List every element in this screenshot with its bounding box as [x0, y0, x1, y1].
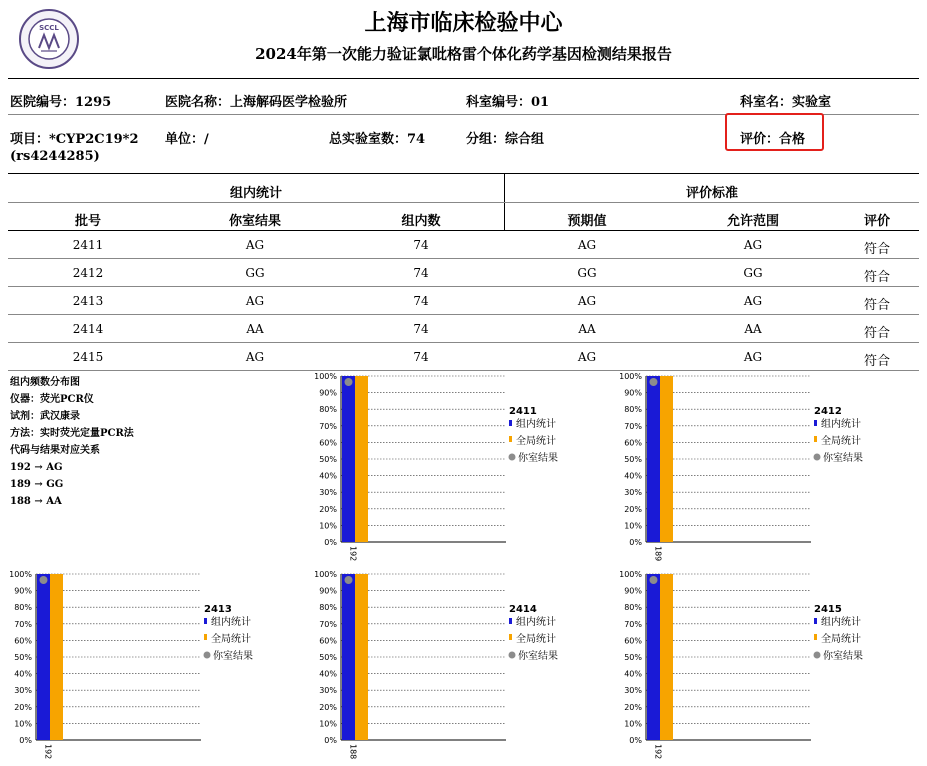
table-cell: AG — [743, 350, 763, 364]
table-cell: 74 — [413, 294, 429, 308]
notes-line: 组内频数分布图 — [10, 377, 80, 388]
y-tick-label: 60% — [14, 636, 32, 646]
bar-group — [647, 376, 660, 542]
y-tick-label: 50% — [624, 455, 642, 464]
group-stats-header: 组内统计 — [229, 186, 282, 201]
table-cell: AA — [744, 322, 762, 336]
legend-swatch-group — [204, 618, 207, 624]
y-tick-label: 90% — [624, 586, 642, 596]
y-tick-label: 30% — [14, 686, 32, 696]
legend-label: 你室结果 — [518, 651, 558, 662]
bar-global — [660, 574, 673, 740]
row-divider — [8, 314, 919, 315]
frequency-chart-2412 — [615, 370, 875, 562]
y-tick-label: 100% — [619, 570, 642, 579]
chart-title: 2412 — [814, 406, 842, 417]
y-tick-label: 30% — [624, 686, 642, 696]
frequency-chart-2415 — [615, 568, 875, 760]
y-tick-label: 80% — [319, 603, 337, 613]
legend-label: 全局统计 — [516, 436, 556, 447]
y-tick-label: 90% — [14, 586, 32, 596]
x-category-label: 192 — [43, 744, 53, 760]
y-tick-label: 100% — [314, 372, 337, 381]
divider — [8, 78, 919, 79]
y-tick-label: 60% — [319, 438, 337, 448]
y-tick-label: 20% — [624, 504, 642, 514]
legend-swatch-group — [509, 618, 512, 624]
y-tick-label: 50% — [319, 653, 337, 662]
y-tick-label: 10% — [624, 521, 642, 531]
legend-swatch-lab — [509, 454, 516, 461]
legend-label: 全局统计 — [516, 634, 556, 645]
table-cell: AG — [577, 294, 597, 308]
y-tick-label: 10% — [14, 719, 32, 729]
table-cell: AG — [743, 294, 763, 308]
table-cell: AG — [743, 238, 763, 252]
y-tick-label: 90% — [319, 586, 337, 596]
row-divider — [8, 258, 919, 259]
table-top-border — [8, 173, 919, 174]
notes-line: 189 → GG — [10, 479, 64, 490]
y-tick-label: 30% — [319, 686, 337, 696]
y-tick-label: 70% — [319, 421, 337, 431]
legend-label: 你室结果 — [823, 651, 863, 662]
legend-label: 组内统计 — [516, 419, 556, 430]
y-tick-label: 0% — [324, 538, 337, 547]
y-tick-label: 20% — [319, 702, 337, 712]
y-tick-label: 80% — [319, 405, 337, 415]
legend-swatch-lab — [204, 652, 211, 659]
report-subtitle: 2024年第一次能力验证氯吡格雷个体化药学基因检测结果报告 — [255, 45, 672, 63]
y-tick-label: 90% — [624, 388, 642, 398]
bar-global — [50, 574, 63, 740]
group: 分组：综合组 — [466, 132, 545, 147]
y-tick-label: 70% — [624, 619, 642, 629]
y-tick-label: 100% — [619, 372, 642, 381]
y-tick-label: 20% — [319, 504, 337, 514]
y-tick-label: 70% — [624, 421, 642, 431]
notes-line: 代码与结果对应关系 — [10, 445, 100, 456]
bar-global — [355, 376, 368, 542]
frequency-chart-2413 — [5, 568, 265, 760]
y-tick-label: 0% — [629, 538, 642, 547]
y-tick-label: 60% — [624, 438, 642, 448]
y-tick-label: 100% — [9, 570, 32, 579]
y-tick-label: 60% — [624, 636, 642, 646]
y-tick-label: 100% — [314, 570, 337, 579]
col-group-count: 组内数 — [401, 214, 441, 229]
total-labs: 总实验室数：74 — [329, 132, 426, 147]
chart-title: 2414 — [509, 604, 537, 615]
chart-title: 2413 — [204, 604, 232, 615]
table-cell: AG — [577, 350, 597, 364]
row-divider — [8, 342, 919, 343]
y-tick-label: 10% — [319, 521, 337, 531]
y-tick-label: 50% — [319, 455, 337, 464]
frequency-chart-2411 — [310, 370, 570, 562]
table-cell: GG — [245, 266, 265, 280]
legend-label: 组内统计 — [821, 617, 861, 628]
y-tick-label: 50% — [624, 653, 642, 662]
dept-name: 科室名：实验室 — [740, 95, 832, 110]
table-cell: AG — [577, 238, 597, 252]
legend-swatch-group — [814, 420, 817, 426]
legend-swatch-lab — [814, 652, 821, 659]
legend-label: 你室结果 — [518, 453, 558, 464]
criteria-header: 评价标准 — [685, 186, 738, 201]
divider — [8, 202, 919, 203]
legend-label: 全局统计 — [821, 634, 861, 645]
legend-label: 全局统计 — [821, 436, 861, 447]
legend-swatch-global — [814, 436, 817, 442]
legend-swatch-global — [509, 436, 512, 442]
y-tick-label: 80% — [624, 405, 642, 415]
lab-result-dot — [650, 576, 658, 584]
lab-result-dot — [40, 576, 48, 584]
table-cell: 符合 — [863, 270, 890, 285]
table-cell: 74 — [413, 266, 429, 280]
table-cell: GG — [743, 266, 763, 280]
y-tick-label: 40% — [14, 669, 32, 679]
bar-group — [37, 574, 50, 740]
legend-swatch-lab — [509, 652, 516, 659]
notes-line: 方法：实时荧光定量PCR法 — [10, 428, 134, 439]
table-cell: 74 — [413, 350, 429, 364]
evaluation-highlight-box — [725, 113, 824, 151]
table-cell: GG — [577, 266, 597, 280]
bar-group — [647, 574, 660, 740]
y-tick-label: 10% — [624, 719, 642, 729]
legend-swatch-lab — [814, 454, 821, 461]
table-cell: 符合 — [863, 242, 890, 257]
table-cell: 2412 — [72, 266, 104, 280]
unit: 单位：/ — [165, 132, 209, 147]
hospital-code: 医院编号：1295 — [10, 95, 112, 110]
y-tick-label: 60% — [319, 636, 337, 646]
y-tick-label: 40% — [319, 471, 337, 481]
legend-label: 组内统计 — [516, 617, 556, 628]
legend-label: 你室结果 — [823, 453, 863, 464]
lab-result-dot — [650, 378, 658, 386]
row-divider — [8, 286, 919, 287]
y-tick-label: 0% — [19, 736, 32, 745]
y-tick-label: 70% — [14, 619, 32, 629]
chart-title: 2411 — [509, 406, 537, 417]
y-tick-label: 30% — [624, 488, 642, 498]
hospital-name: 医院名称：上海解码医学检验所 — [165, 95, 348, 110]
notes-line: 试剂：武汉康录 — [10, 411, 80, 422]
legend-swatch-group — [509, 420, 512, 426]
y-tick-label: 70% — [319, 619, 337, 629]
y-tick-label: 50% — [14, 653, 32, 662]
logo-text: SCCL — [39, 24, 59, 32]
col-range: 允许范围 — [726, 214, 779, 229]
col-your-result: 你室结果 — [228, 214, 281, 229]
table-cell: 符合 — [863, 354, 890, 369]
dept-code: 科室编号：01 — [466, 95, 550, 110]
divider — [8, 230, 919, 231]
table-cell: 2414 — [72, 322, 104, 336]
legend-swatch-global — [204, 634, 207, 640]
notes-line: 192 → AG — [10, 462, 63, 473]
legend-label: 组内统计 — [821, 419, 861, 430]
col-batch: 批号 — [74, 214, 101, 229]
x-category-label: 192 — [653, 744, 663, 760]
y-tick-label: 0% — [629, 736, 642, 745]
page-title: 上海市临床检验中心 — [364, 10, 563, 36]
bar-group — [342, 574, 355, 740]
y-tick-label: 40% — [319, 669, 337, 679]
y-tick-label: 80% — [14, 603, 32, 613]
table-cell: 74 — [413, 322, 429, 336]
bar-group — [342, 376, 355, 542]
notes-line: 仪器：荧光PCR仪 — [10, 394, 94, 405]
y-tick-label: 30% — [319, 488, 337, 498]
notes-line: 188 → AA — [10, 496, 62, 507]
table-cell: 2411 — [72, 238, 104, 252]
table-cell: 74 — [413, 238, 429, 252]
bar-global — [355, 574, 368, 740]
item-rs: (rs4244285) — [10, 149, 100, 164]
legend-swatch-global — [509, 634, 512, 640]
bar-global — [660, 376, 673, 542]
table-cell: AG — [245, 294, 265, 308]
chart-notes — [10, 374, 134, 510]
table-cell: AG — [245, 238, 265, 252]
lab-result-dot — [345, 378, 353, 386]
y-tick-label: 40% — [624, 669, 642, 679]
table-cell: 2415 — [72, 350, 104, 364]
table-cell: 符合 — [863, 326, 890, 341]
y-tick-label: 90% — [319, 388, 337, 398]
legend-label: 组内统计 — [211, 617, 251, 628]
frequency-chart-2414 — [310, 568, 570, 760]
table-cell: 2413 — [72, 294, 104, 308]
col-evaluation: 评价 — [863, 214, 890, 229]
col-expected: 预期值 — [567, 214, 607, 229]
x-category-label: 189 — [653, 546, 663, 562]
legend-swatch-group — [814, 618, 817, 624]
legend-swatch-global — [814, 634, 817, 640]
y-tick-label: 10% — [319, 719, 337, 729]
x-category-label: 192 — [348, 546, 358, 562]
y-tick-label: 40% — [624, 471, 642, 481]
table-cell: AA — [578, 322, 596, 336]
y-tick-label: 20% — [14, 702, 32, 712]
legend-label: 全局统计 — [211, 634, 251, 645]
y-tick-label: 80% — [624, 603, 642, 613]
table-cell: 符合 — [863, 298, 890, 313]
y-tick-label: 0% — [324, 736, 337, 745]
lab-result-dot — [345, 576, 353, 584]
table-cell: AG — [245, 350, 265, 364]
table-cell: AA — [246, 322, 264, 336]
evaluation: 评价：合格 — [740, 132, 806, 147]
item-name: 项目：*CYP2C19*2 — [10, 132, 139, 147]
y-tick-label: 20% — [624, 702, 642, 712]
legend-label: 你室结果 — [213, 651, 253, 662]
x-category-label: 188 — [348, 744, 358, 760]
chart-title: 2415 — [814, 604, 842, 615]
